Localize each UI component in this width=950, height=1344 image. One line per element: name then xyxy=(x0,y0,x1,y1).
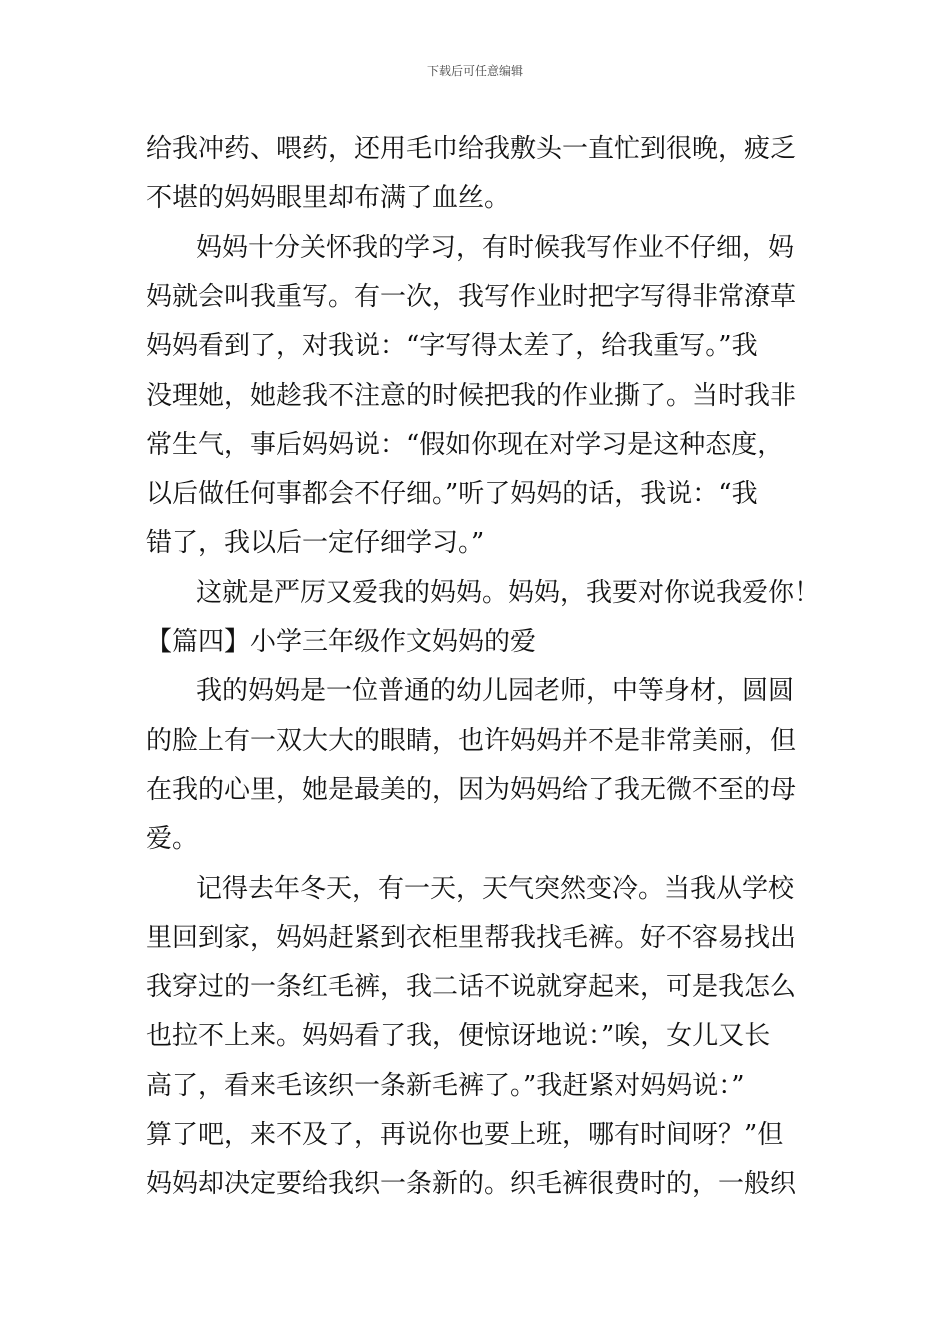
text-line: 高了，看来毛该织一条新毛裤了。”我赶紧对妈妈说：” xyxy=(146,1070,745,1101)
text-line: 不堪的妈妈眼里却布满了血丝。 xyxy=(146,183,511,214)
text-line: 以后做任何事都会不仔细。”听了妈妈的话，我说：“我 xyxy=(146,479,758,510)
text-line: 妈就会叫我重写。有一次，我写作业时把字写得非常潦草 xyxy=(146,281,797,312)
text-line: 我的妈妈是一位普通的幼儿园老师，中等身材，圆圆 xyxy=(196,676,795,707)
page-header: 下载后可任意编辑 xyxy=(426,64,523,78)
text-line: 【篇四】小学三年级作文妈妈的爱 xyxy=(146,627,537,657)
text-line: 里回到家，妈妈赶紧到衣柜里帮我找毛裤。好不容易找出 xyxy=(146,922,797,953)
text-line: 妈妈十分关怀我的学习，有时候我写作业不仔细，妈 xyxy=(196,232,795,263)
text-line: 这就是严厉又爱我的妈妈。妈妈，我要对你说我爱你！ xyxy=(196,577,821,608)
text-line: 在我的心里，她是最美的，因为妈妈给了我无微不至的母 xyxy=(146,774,797,805)
text-line: 算了吧，来不及了，再说你也要上班，哪有时间呀？”但 xyxy=(146,1120,784,1150)
text-line: 给我冲药、喂药，还用毛巾给我敷头一直忙到很晚，疲乏 xyxy=(146,134,797,164)
text-line: 爱。 xyxy=(146,824,199,855)
text-line: 我穿过的一条红毛裤，我二话不说就穿起来，可是我怎么 xyxy=(146,972,797,1003)
text-line: 记得去年冬天，有一天，天气突然变冷。当我从学校 xyxy=(196,873,795,904)
text-line: 没理她，她趁我不注意的时候把我的作业撕了。当时我非 xyxy=(146,380,797,411)
text-line: 妈妈却决定要给我织一条新的。织毛裤很费时的，一般织 xyxy=(146,1169,797,1200)
text-line: 错了，我以后一定仔细学习。” xyxy=(146,528,485,559)
text-line: 妈妈看到了，对我说：“字写得太差了，给我重写。”我 xyxy=(146,331,758,362)
text-line: 常生气，事后妈妈说：“假如你现在对学习是这种态度， xyxy=(146,429,784,460)
text-line: 也拉不上来。妈妈看了我，便惊讶地说：”唉，女儿又长 xyxy=(146,1021,771,1052)
text-line: 的脸上有一双大大的眼睛，也许妈妈并不是非常美丽，但 xyxy=(146,725,797,756)
